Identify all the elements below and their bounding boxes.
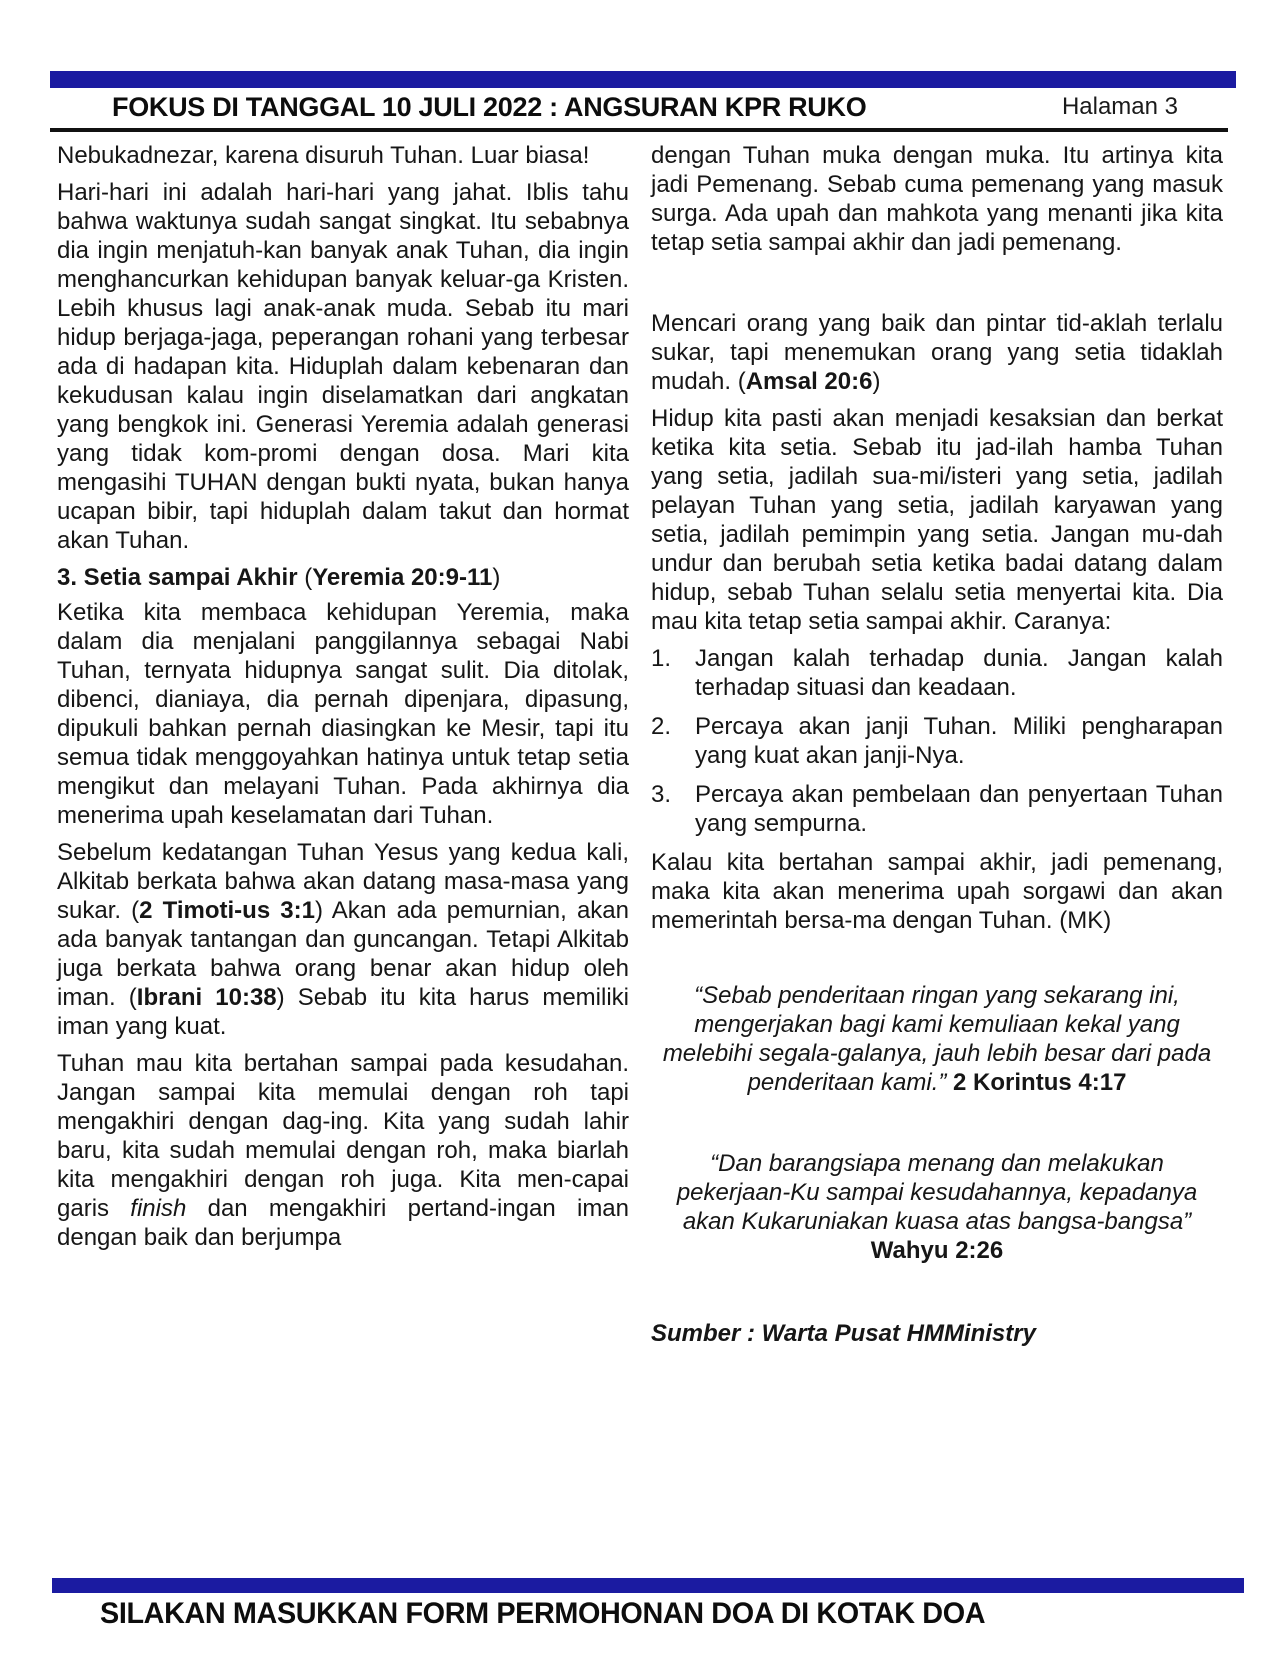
text-run: Percaya akan pembelaan dan penyertaan Tuhan yang sempurna. xyxy=(695,781,1223,837)
body-paragraph xyxy=(57,598,629,830)
body-paragraph xyxy=(651,309,1223,396)
article-body xyxy=(57,141,1223,1356)
text-run: finish xyxy=(130,1195,187,1222)
body-paragraph xyxy=(651,141,1223,257)
text-run: 3. Setia sampai Akhir xyxy=(57,564,305,591)
text-run: dan mengakhiri pertand-ingan iman dengan baik dan berjumpa xyxy=(57,1195,629,1251)
scripture-quote xyxy=(651,1149,1223,1265)
text-run: Wahyu 2:26 xyxy=(870,1237,1004,1264)
list-item xyxy=(651,644,1223,702)
list-item xyxy=(651,712,1223,770)
text-run: ) Akan ada pemurnian, akan ada banyak tantangan dan guncangan. Tetapi Alkitab juga berkata bahwa orang benar akan hidup oleh iman. ( xyxy=(57,897,629,1011)
text-run: “Dan barangsiapa menang dan melakukan pekerjaan-Ku sampai kesudahannya, kepadanya akan Kukaruniakan kuasa atas bangsa-bangsa” xyxy=(676,1150,1198,1235)
text-run: dengan Tuhan muka dengan muka. Itu artinya kita jadi Pemenang. Sebab cuma pemenang yang masuk surga. Ada upah dan mahkota yang menanti jika kita tetap setia sampai akhir dan jadi pemenang. xyxy=(651,142,1223,256)
page-title: FOKUS DI TANGGAL 10 JULI 2022 : ANGSURAN KPR RUKO xyxy=(112,91,867,122)
text-run: Kalau kita bertahan sampai akhir, jadi pemenang, maka kita akan menerima upah sorgawi dan akan memerintah bersa-ma dengan Tuhan. (MK) xyxy=(651,849,1223,934)
text-run: Hari-hari ini adalah hari-hari yang jahat. Iblis tahu bahwa waktunya sudah sangat singkat. Itu sebabnya dia ingin menjatuh-kan banyak anak Tuhan, dia ingin menghancurkan kehidupan banyak keluar-ga Kristen. Lebih khusus lagi anak-anak muda. Sebab itu mari hidup berjaga-jaga, peperangan rohani yang terbesar ada di hadapan kita. Hiduplah dalam kebenaran dan kekudusan kalau ingin diselamatkan dari angkatan yang bengkok ini. Generasi Yeremia adalah generasi yang tidak kom-promi dengan dosa. Mari kita mengasihi TUHAN dengan bukti nyata, bukan hanya ucapan bibir, tapi hiduplah dalam takut dan hormat akan Tuhan. xyxy=(57,179,629,554)
page-number-label: Halaman 3 xyxy=(1061,93,1178,120)
text-run: Percaya akan janji Tuhan. Miliki pengharapan yang kuat akan janji-Nya. xyxy=(695,713,1223,769)
footer-notice: SILAKAN MASUKKAN FORM PERMOHONAN DOA DI KOTAK DOA xyxy=(100,1597,986,1630)
text-run: 2 Timoti-us 3:1 xyxy=(139,897,315,924)
body-paragraph xyxy=(651,848,1223,935)
top-accent-bar xyxy=(50,71,1236,88)
spacer xyxy=(651,1267,1223,1319)
bottom-accent-bar xyxy=(52,1578,1244,1593)
left-column xyxy=(57,141,629,1356)
body-paragraph xyxy=(651,404,1223,636)
list-item xyxy=(651,780,1223,838)
body-paragraph xyxy=(57,141,629,170)
source-credit xyxy=(651,1319,1223,1348)
spacer xyxy=(651,1099,1223,1149)
text-run: ) Sebab itu kita harus memiliki iman yang kuat. xyxy=(57,984,629,1040)
text-run: Ibrani 10:38 xyxy=(136,984,277,1011)
list-item-text xyxy=(695,780,1223,838)
text-run: Sebelum kedatangan Tuhan Yesus yang kedua kali, Alkitab berkata bahwa akan datang masa-masa yang sukar. ( xyxy=(57,839,629,924)
section-heading xyxy=(57,563,629,592)
text-run: Sumber : Warta Pusat HMMinistry xyxy=(651,1320,1036,1347)
scripture-quote xyxy=(651,981,1223,1097)
text-run: Tuhan mau kita bertahan sampai pada kesudahan. Jangan sampai kita memulai dengan roh tapi mengakhiri dengan dag-ing. Kita yang sudah lahir baru, kita sudah memulai dengan roh, maka biarlah kita mengakhiri dengan roh juga. Kita men-capai garis xyxy=(57,1050,629,1222)
right-column xyxy=(651,141,1223,1356)
text-run: ) xyxy=(492,564,501,591)
body-paragraph xyxy=(57,838,629,1041)
spacer xyxy=(651,943,1223,981)
text-run: Mencari orang yang baik dan pintar tid-aklah terlalu sukar, tapi menemukan orang yang setia tidaklah mudah. ( xyxy=(651,310,1223,395)
text-run: ( xyxy=(304,564,313,591)
list-item-text xyxy=(695,712,1223,770)
list-number: 1. xyxy=(651,645,672,672)
list-number: 3. xyxy=(651,781,672,808)
body-paragraph xyxy=(57,178,629,555)
list-item-text xyxy=(695,644,1223,702)
text-run: Yeremia 20:9-11 xyxy=(312,564,493,591)
text-run: Jangan kalah terhadap dunia. Jangan kalah terhadap situasi dan keadaan. xyxy=(695,645,1223,701)
list-number: 2. xyxy=(651,713,672,740)
text-run: Hidup kita pasti akan menjadi kesaksian dan berkat ketika kita setia. Sebab itu jad-ilah hamba Tuhan yang setia, jadilah sua-mi/isteri yang setia, jadilah pelayan Tuhan yang setia, jadilah karyawan yang setia, jadilah pemimpin yang setia. Jangan mu-dah undur dan berubah setia ketika badai datang dalam hidup, sebab Tuhan selalu setia menyertai kita. Dia mau kita tetap setia sampai akhir. Caranya: xyxy=(651,405,1223,635)
header-divider-rule xyxy=(50,128,1228,132)
text-run: Amsal 20:6 xyxy=(745,368,873,395)
body-paragraph xyxy=(57,1049,629,1252)
text-run: Nebukadnezar, karena disuruh Tuhan. Luar biasa! xyxy=(57,142,590,169)
spacer xyxy=(651,265,1223,309)
text-run: ) xyxy=(872,368,881,395)
text-run: “Sebab penderitaan ringan yang sekarang ini, mengerjakan bagi kami kemuliaan kekal yang melebihi segala-galanya, jauh lebih besar dari pada penderitaan kami.” xyxy=(662,982,1212,1096)
page-header xyxy=(57,88,1223,126)
text-run: 2 Korintus 4:17 xyxy=(953,1069,1127,1096)
text-run: Ketika kita membaca kehidupan Yeremia, maka dalam dia menjalani panggilannya sebagai Nabi Tuhan, ternyata hidupnya sangat sulit. Dia ditolak, dibenci, dianiaya, dia pernah dipenjara, dipasung, dipukuli bahkan pernah diasingkan ke Mesir, tapi itu semua tidak menggoyahkan hatinya untuk tetap setia mengikut dan melayani Tuhan. Pada akhirnya dia menerima upah keselamatan dari Tuhan. xyxy=(57,599,629,829)
